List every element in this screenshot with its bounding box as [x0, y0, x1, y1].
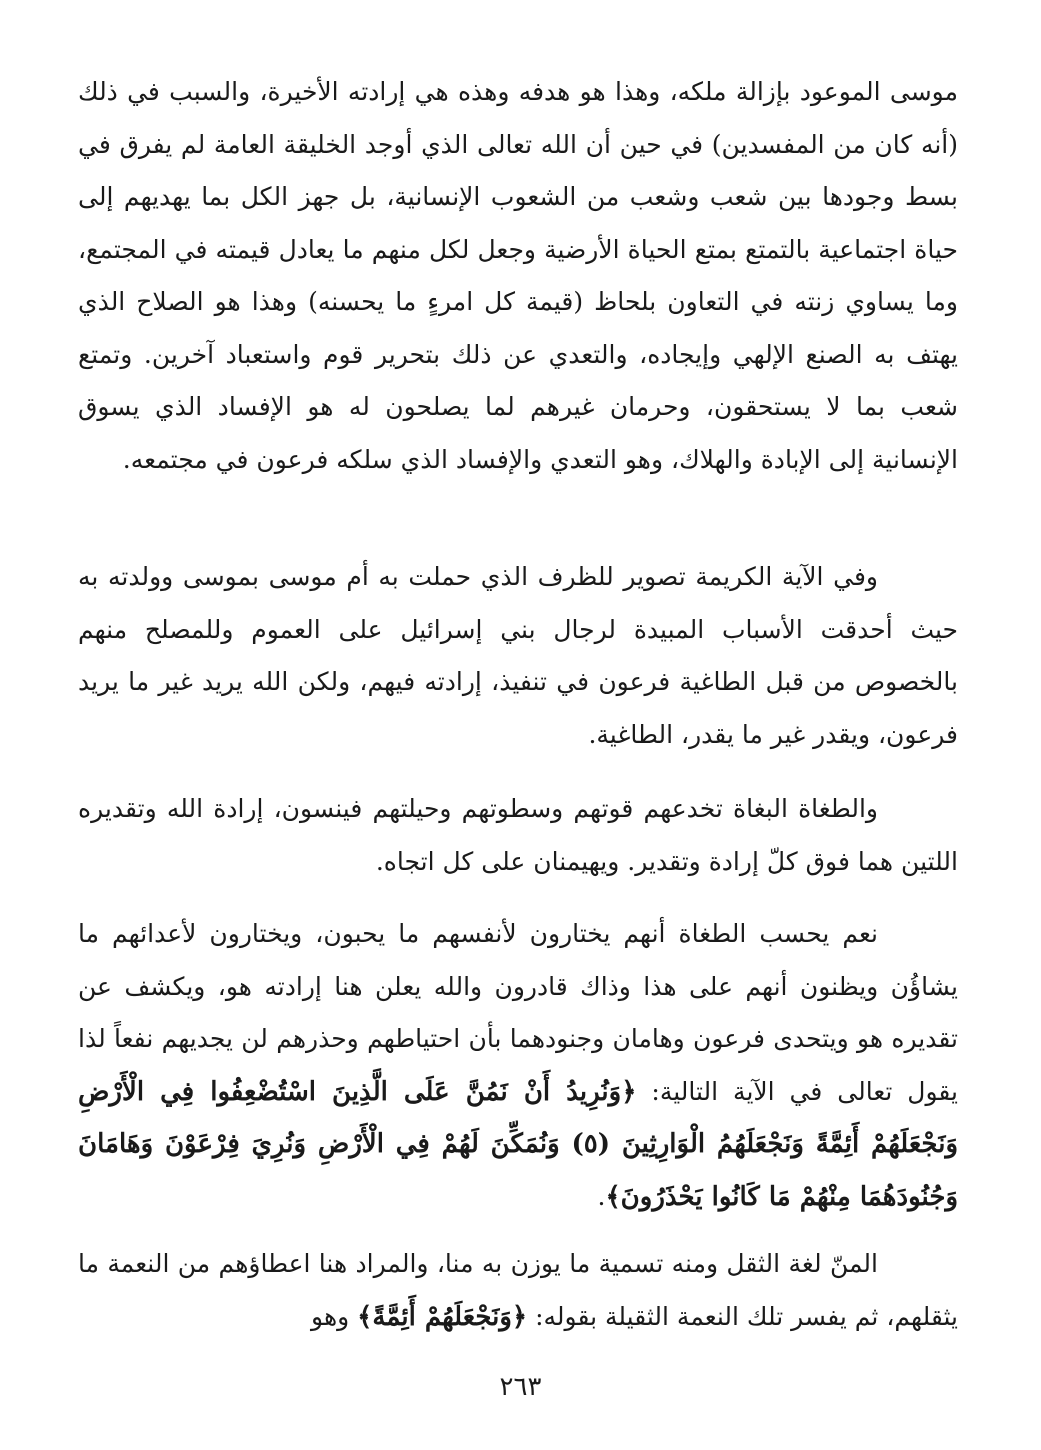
paragraph-5-text: المنّ لغة الثقل ومنه تسمية ما يوزن به منا، والمراد هنا اعطاؤهم من النعمة ما يثقلهم، ثم يفسر تلك النعمة الثقيلة بقوله: [78, 1249, 958, 1331]
paragraph-4-end: . [597, 1181, 606, 1211]
paragraph-2: وفي الآية الكريمة تصوير للظرف الذي حملت به أم موسى بموسى وولدته به حيث أحدقت الأسباب المبيدة لرجال بني إسرائيل على العموم وللمصلح منهم بالخصوص من قبل الطاغية فرعون في تنفيذ، إرادته فيهم، ولكن الله يريد غير ما يريد فرعون، ويقدر غير ما يقدر، الطاغية. [78, 562, 958, 749]
quran-verse-2: ﴿وَنَجْعَلَهُمْ أَئِمَّةً﴾ [357, 1301, 528, 1332]
paragraph-4 [78, 908, 958, 1223]
paragraph-4-text: نعم يحسب الطغاة أنهم يختارون لأنفسهم ما يحبون، ويختارون لأعدائهم ما يشاؤُن ويظنون أنهم على هذا وذاك قادرون والله يعلن هنا إرادته هو، ويكشف عن تقديره هو ويتحدى فرعون وهامان وجنودهما بأن احتياطهم وحذرهم لن يجديهم نفعاً لذا يقول تعالى في الآية التالية: [78, 919, 958, 1106]
quran-verse-1: ﴿وَنُرِيدُ أَنْ نَمُنَّ عَلَى الَّذِينَ اسْتُضْعِفُوا فِي الْأَرْضِ وَنَجْعَلَهُمْ أَئِمَّةً وَنَجْعَلَهُمُ الْوَارِثِينَ (٥) وَنُمَكِّنَ لَهُمْ فِي الْأَرْضِ وَنُرِيَ فِرْعَوْنَ وَهَامَانَ وَجُنُودَهُمَا مِنْهُمْ مَا كَانُوا يَحْذَرُونَ﴾ [78, 1076, 959, 1212]
paragraph-5 [78, 1238, 958, 1343]
paragraph-1: موسى الموعود بإزالة ملكه، وهذا هو هدفه وهذه هي إرادته الأخيرة، والسبب في ذلك (أنه كان من المفسدين) في حين أن الله تعالى الذي أوجد الخليقة العامة لم يفرق في بسط وجودها بين شعب وشعب من الشعوب الإنسانية، بل جهز الكل بما يهديهم إلى حياة اجتماعية بالتمتع بمتع الحياة الأرضية وجعل لكل منهم ما يعادل قيمته في المجتمع، وما يساوي زنته في التعاون بلحاظ (قيمة كل امرءٍ ما يحسنه) وهذا هو الصلاح الذي يهتف به الصنع الإلهي وإيجاده، والتعدي عن ذلك بتحرير قوم واستعباد آخرين. وتمتع شعب بما لا يستحقون، وحرمان غيرهم لما يصلحون له هو الإفساد الذي يسوق الإنسانية إلى الإبادة والهلاك، وهو التعدي والإفساد الذي سلكه فرعون في مجتمعه. [78, 77, 958, 474]
paragraph-5-end: وهو [311, 1301, 358, 1331]
page-number: ٢٦٣ [499, 1372, 542, 1402]
paragraph-3: والطغاة البغاة تخدعهم قوتهم وسطوتهم وحيلتهم فينسون، إرادة الله وتقديره اللتين هما فوق كلّ إرادة وتقدير. ويهيمنان على كل اتجاه. [78, 794, 958, 876]
